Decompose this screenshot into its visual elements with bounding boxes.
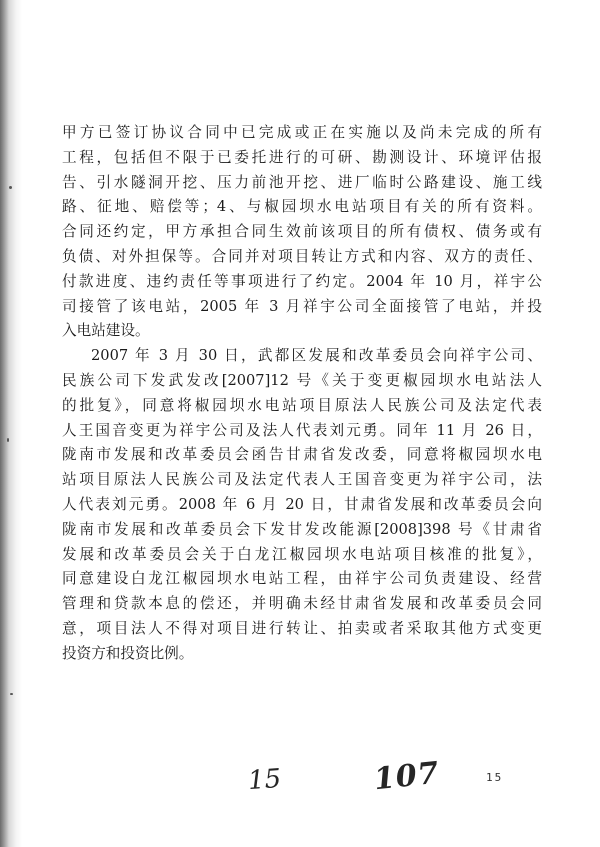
scan-edge-shadow bbox=[0, 0, 22, 847]
text-line: 人王国音变更为祥宇公司及法人代表刘元勇。同年 11 月 26 日， bbox=[62, 421, 542, 439]
text-line: 司接管了该电站，2005 年 3 月祥宇公司全面接管了电站，并投 bbox=[62, 297, 542, 315]
text-line: 告、引水隧洞开挖、压力前池开挖、进厂临时公路建设、施工线 bbox=[62, 173, 542, 191]
text-line: 入电站建设。 bbox=[62, 322, 150, 340]
text-line: 路、征地、赔偿等；4、与椒园坝水电站项目有关的所有资料。 bbox=[62, 198, 542, 216]
text-line: 陇南市发展和改革委员会函告甘肃省发改委，同意将椒园坝水电 bbox=[62, 446, 542, 464]
handwritten-mark: 107 bbox=[372, 755, 442, 798]
text-line: 发展和改革委员会关于白龙江椒园坝水电站项目核准的批复》， bbox=[62, 545, 542, 563]
text-line: 意，项目法人不得对项目进行转让、拍卖或者采取其他方式变更 bbox=[62, 619, 542, 637]
text-line: 合同还约定，甲方承担合同生效前该项目的所有债权、债务或有 bbox=[62, 223, 542, 241]
text-line: 投资方和投资比例。 bbox=[62, 644, 194, 662]
document-body bbox=[62, 121, 542, 667]
scan-speck bbox=[7, 438, 9, 442]
text-line: 同意建设白龙江椒园坝水电站工程，由祥宇公司负责建设、经营 bbox=[62, 570, 542, 588]
text-line: 负债、对外担保等。合同并对项目转让方式和内容、双方的责任、 bbox=[62, 247, 542, 265]
printed-page-number: 15 bbox=[486, 771, 504, 784]
text-line: 2007 年 3 月 30 日，武都区发展和改革委员会向祥宇公司、 bbox=[91, 347, 542, 365]
text-line: 站项目原法人民族公司及法定代表人王国音变更为祥宇公司，法 bbox=[62, 471, 542, 489]
text-line: 的批复》，同意将椒园坝水电站项目原法人民族公司及法定代表 bbox=[62, 396, 542, 414]
text-line: 管理和贷款本息的偿还，并明确未经甘肃省发展和改革委员会同 bbox=[62, 595, 542, 613]
scan-speck bbox=[10, 693, 13, 695]
text-line: 陇南市发展和改革委员会下发甘发改能源[2008]398 号《甘肃省 bbox=[62, 520, 542, 538]
text-line: 人代表刘元勇。2008 年 6 月 20 日，甘肃省发展和改革委员会向 bbox=[62, 495, 542, 513]
text-line: 付款进度、违约责任等事项进行了约定。2004 年 10 月，祥宇公 bbox=[62, 272, 542, 290]
text-line: 工程，包括但不限于已委托进行的可研、勘测设计、环境评估报 bbox=[62, 148, 542, 166]
text-line: 民族公司下发武发改[2007]12 号《关于变更椒园坝水电站法人 bbox=[62, 371, 542, 389]
handwritten-page-number: 15 bbox=[246, 763, 283, 797]
text-line: 甲方已签订协议合同中已完成或正在实施以及尚未完成的所有 bbox=[62, 124, 542, 141]
scan-speck bbox=[9, 186, 12, 189]
